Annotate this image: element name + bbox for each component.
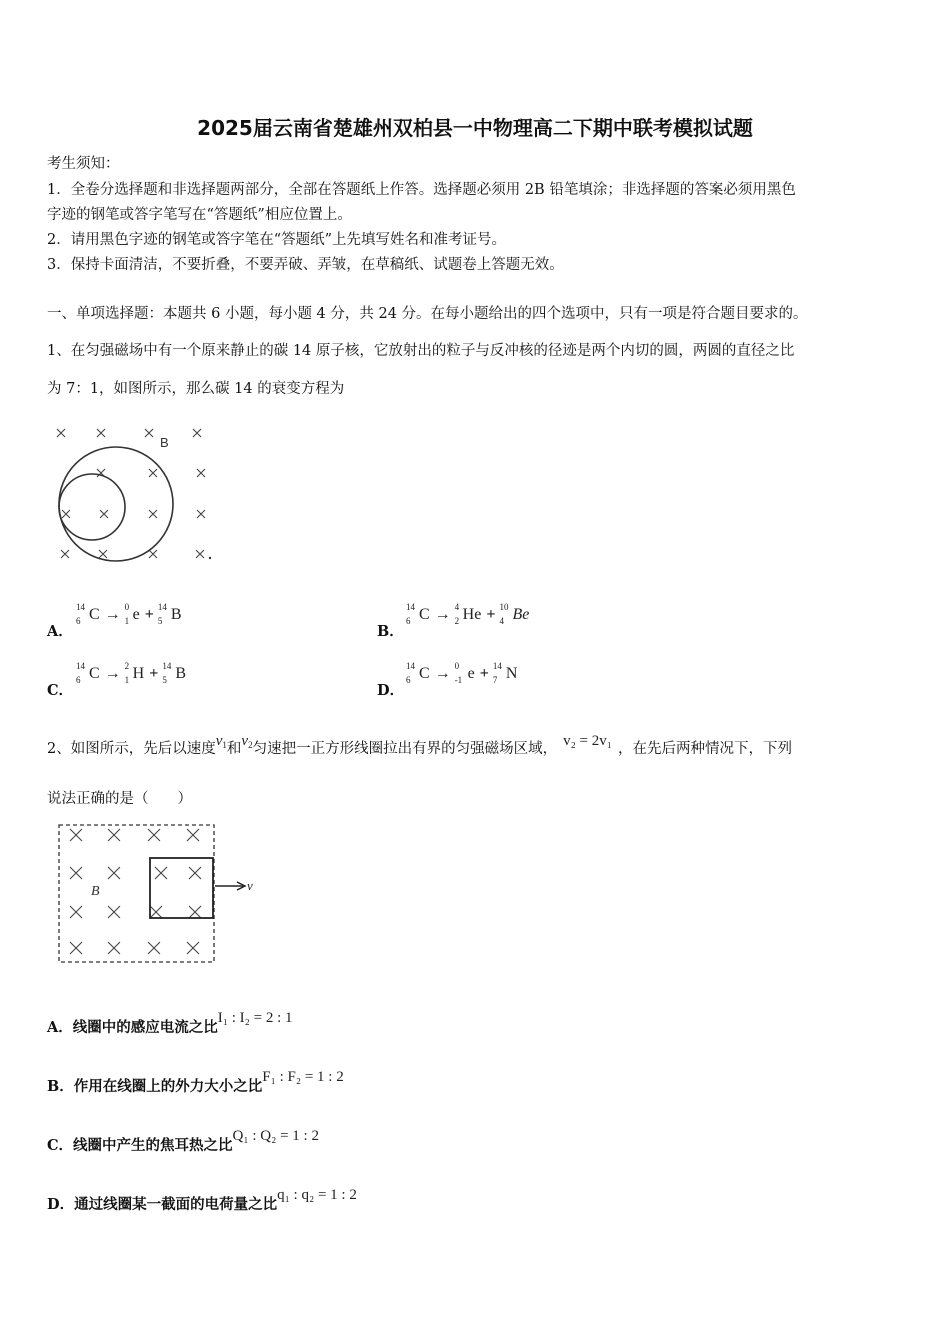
p2-symbol: B (170, 606, 182, 623)
p2-symbol: B (175, 665, 187, 682)
parent-mass: 14 (406, 602, 415, 612)
plus: + (149, 665, 159, 682)
velocity-label: v (247, 878, 253, 893)
notice-heading: 考生须知： (47, 156, 120, 172)
q2-option-b-text: B．作用在线圈上的外力大小之比 (47, 1078, 263, 1095)
q2-line-2: 说法正确的是（ ） (47, 791, 192, 807)
parent-mass: 14 (76, 661, 85, 671)
field-label-B: B (91, 884, 100, 899)
plus: + (486, 606, 496, 623)
p2-charge: 7 (492, 675, 498, 685)
p1-symbol: e (467, 665, 475, 682)
p1-mass: 2 (124, 661, 130, 671)
p1-mass: 4 (454, 602, 460, 612)
q2-option-c-text: C．线圈中产生的焦耳热之比 (47, 1137, 233, 1154)
q1-option-b-label: B． (377, 623, 404, 640)
p1-charge: 2 (454, 616, 460, 626)
p2-charge: 5 (157, 616, 163, 626)
q2-option-d-text: D．通过线圈某一截面的电荷量之比 (47, 1196, 278, 1213)
q1-option-b-equation[interactable] (406, 602, 530, 626)
q1-option-a-label: A． (47, 623, 73, 640)
parent-symbol: C (419, 606, 430, 623)
parent-charge: 6 (406, 675, 411, 685)
q1-option-d-equation[interactable] (406, 661, 518, 685)
p2-symbol: N (505, 665, 518, 682)
q1-option-c-label: C． (47, 682, 74, 699)
p2-mass: 14 (162, 661, 172, 671)
p1-charge: -1 (454, 675, 463, 685)
q2-option-c[interactable] (47, 1128, 319, 1155)
q2-figure (55, 820, 270, 968)
field-boundary (59, 825, 214, 962)
p1-symbol: e (132, 606, 140, 623)
parent-symbol: C (89, 665, 100, 682)
p2-charge: 4 (499, 616, 504, 626)
page-title: 2025届云南省楚雄州双柏县一中物理高二下期中联考模拟试题 (197, 116, 753, 140)
arrow: → (434, 665, 451, 682)
q2-text-a: 2、如图所示，先后以速度 (47, 741, 216, 757)
q1-option-d-label: D． (377, 682, 405, 699)
field-crosses (70, 829, 201, 954)
q1-line-2: 为 7：1，如图所示，那么碳 14 的衰变方程为 (47, 381, 345, 397)
v1-symbol: v (215, 733, 223, 749)
notice-line-1a: 1．全卷分选择题和非选择题两部分，全部在答题纸上作答。选择题必须用 2B 铅笔填涂；非选择题的答案必须用黑色 (47, 182, 796, 198)
q2-velocity-relation: v₂ = 2v₁ (563, 733, 612, 749)
parent-mass: 14 (406, 661, 415, 671)
field-label-B: B (160, 435, 169, 450)
small-orbit (59, 474, 125, 540)
v2-symbol: v (241, 733, 249, 749)
notice-line-3: 3．保持卡面清洁，不要折叠，不要弄破、弄皱，在草稿纸、试题卷上答题无效。 (47, 257, 564, 273)
p1-charge: 1 (124, 675, 130, 685)
arrow: → (104, 606, 121, 623)
p2-mass: 10 (499, 602, 509, 612)
p2-symbol: Be (512, 606, 530, 623)
parent-charge: 6 (406, 616, 411, 626)
parent-charge: 6 (76, 675, 81, 685)
parent-mass: 14 (76, 602, 85, 612)
q1-option-a-equation[interactable] (76, 602, 183, 626)
plus: + (479, 665, 489, 682)
arrow: → (104, 665, 121, 682)
parent-symbol: C (89, 606, 100, 623)
q2-line-1 (47, 733, 792, 758)
arrow: → (434, 606, 451, 623)
parent-charge: 6 (76, 616, 81, 626)
large-orbit (59, 447, 173, 561)
q2-option-b[interactable] (47, 1069, 344, 1096)
p1-charge: 1 (124, 616, 130, 626)
notice-line-2: 2．请用黑色字迹的钢笔或答字笔在“答题纸”上先填写姓名和准考证号。 (47, 232, 507, 248)
q1-line-1: 1、在匀强磁场中有一个原来静止的碳 14 原子核，它放射出的粒子与反冲核的径迹是两个内切的圆，两圆的直径之比 (47, 343, 795, 359)
dot-mark (209, 557, 211, 559)
q2-option-a[interactable] (47, 1010, 293, 1037)
q1-option-c-equation[interactable] (76, 661, 187, 685)
p2-charge: 5 (162, 675, 167, 685)
p1-symbol: He (462, 606, 482, 623)
section-heading: 一、单项选择题：本题共 6 小题，每小题 4 分，共 24 分。在每小题给出的四个选项中，只有一项是符合题目要求的。 (47, 306, 808, 322)
q1-figure (48, 420, 228, 570)
v1-subscript: 1 (222, 740, 227, 750)
q2-option-d[interactable] (47, 1187, 357, 1214)
plus: + (144, 606, 154, 623)
p2-mass: 14 (492, 661, 502, 671)
q2-text-b: 匀速把一正方形线圈拉出有界的匀强磁场区域， (252, 741, 558, 757)
q2-option-a-math: I₁ : I₂ = 2 : 1 (217, 1010, 293, 1026)
p1-mass: 0 (124, 602, 130, 612)
q2-text-and: 和 (226, 741, 242, 757)
v2-subscript: 2 (248, 740, 253, 750)
q2-option-a-text: A．线圈中的感应电流之比 (47, 1019, 218, 1036)
p2-mass: 14 (157, 602, 167, 612)
q2-text-c: ，在先后两种情况下，下列 (618, 741, 792, 757)
parent-symbol: C (419, 665, 430, 682)
q2-option-c-math: Q₁ : Q₂ = 1 : 2 (232, 1128, 319, 1144)
q2-option-b-math: F₁ : F₂ = 1 : 2 (262, 1069, 344, 1085)
q2-option-d-math: q₁ : q₂ = 1 : 2 (277, 1187, 357, 1203)
p1-mass: 0 (454, 661, 460, 671)
notice-line-1b: 字迹的钢笔或答字笔写在“答题纸”相应位置上。 (47, 207, 352, 223)
p1-symbol: H (132, 665, 145, 682)
